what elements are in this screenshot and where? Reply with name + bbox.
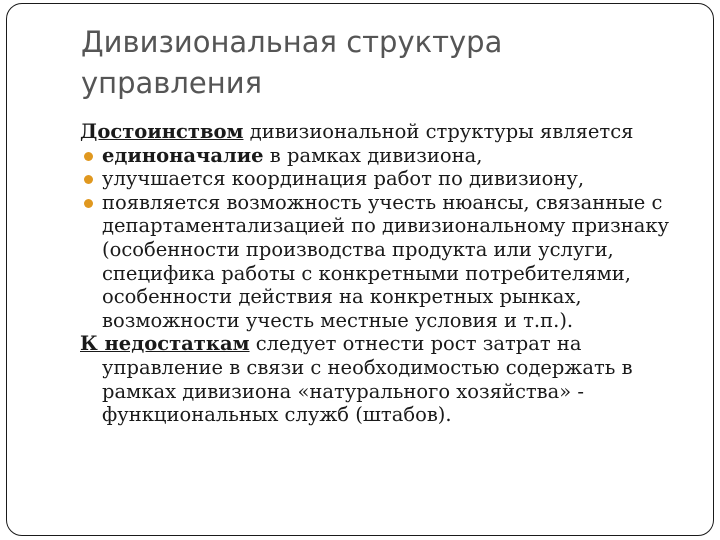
- disadvantages-heading: К недостаткам: [80, 332, 250, 356]
- slide-body: [80, 120, 700, 427]
- bullet-icon: [84, 152, 93, 161]
- list-item-text: улучшается координация работ по дивизиону,: [102, 167, 585, 191]
- bullet-icon: [84, 199, 93, 208]
- advantages-list: [80, 144, 700, 333]
- list-item: [80, 191, 700, 333]
- list-item-emphasis: единоначалие: [102, 143, 264, 167]
- advantages-heading: Достоинством: [80, 120, 244, 143]
- bullet-icon: [84, 175, 93, 184]
- slide: [6, 3, 714, 536]
- disadvantages-paragraph: [80, 332, 700, 426]
- advantages-intro: [80, 120, 700, 144]
- slide-title: Дивизиональная структура управления: [81, 25, 503, 100]
- list-item: [80, 144, 700, 168]
- disadvantages-text: следует отнести рост затрат на управление в связи с необходимостью содержать в рамках дивизиона «натурального хозяйства» - функциональных служб (штабов).: [102, 332, 633, 427]
- advantages-intro-text: дивизиональной структуры является: [243, 120, 634, 143]
- list-item-text: в рамках дивизиона,: [263, 143, 483, 167]
- list-item: [80, 167, 700, 191]
- list-item-text: появляется возможность учесть нюансы, связанные с департаментализацией по дивизиональному признаку (особенности производства продукта или услуги, специфика работы с конкретными потребителями, особенности действия на конкретных рынках, возможности учесть местные условия и т.п.).: [102, 190, 669, 332]
